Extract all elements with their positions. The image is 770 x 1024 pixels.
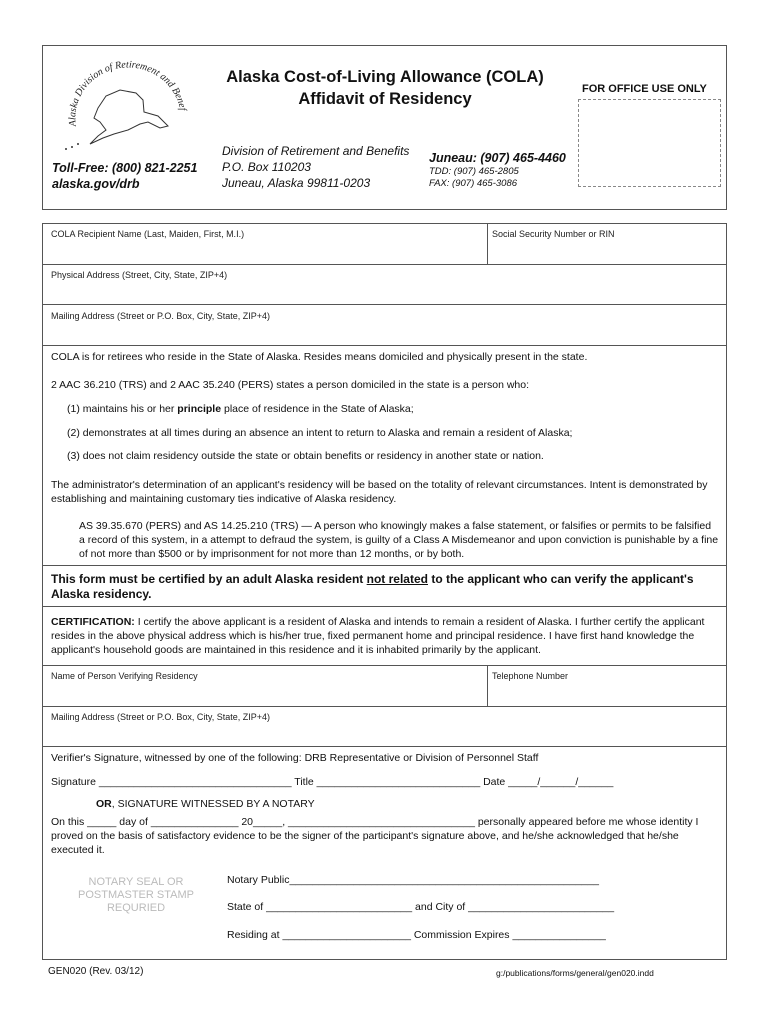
criteria-item-1-a: (1) maintains his or her	[67, 403, 178, 415]
city-zip: Juneau, Alaska 99811-0203	[222, 176, 371, 190]
telephone-label: Telephone Number	[492, 671, 569, 681]
certification-label: CERTIFICATION:	[51, 616, 135, 628]
determination-text: The administrator's determination of an applicant's residency will be based on the totality of relevant circumstances. Intent is demonstrated by establishing and maintaining customary ties indicative of Alaska residency.	[51, 479, 708, 505]
division-name: Division of Retirement and Benefits	[222, 144, 410, 158]
domicile-definition: 2 AAC 36.210 (TRS) and 2 AAC 35.240 (PERS) states a person domiciled in the state is a person who:	[51, 379, 530, 391]
website-link[interactable]: alaska.gov/drb	[52, 177, 140, 191]
cert-head-c: to the applicant who can verify the applicant's Alaska residency.	[51, 572, 694, 601]
criteria-item-3: (3) does not claim residency outside the state or obtain benefits or residency in another state or nation.	[67, 450, 544, 462]
criteria-item-1	[67, 402, 414, 416]
verifier-mailing-label: Mailing Address (Street or P.O. Box, City, State, ZIP+4)	[51, 712, 271, 722]
signature-title-date-line[interactable]: Signature _________________________________ Title ____________________________ Date _____/______/______	[51, 776, 614, 788]
or-label: OR	[96, 798, 112, 810]
residing-commission-line[interactable]: Residing at ______________________ Commission Expires ________________	[227, 929, 606, 941]
tdd-fax-block	[429, 166, 519, 190]
notary-option-text: , SIGNATURE WITNESSED BY A NOTARY	[111, 798, 315, 810]
alaska-drb-logo	[48, 48, 198, 158]
verifier-name-label: Name of Person Verifying Residency	[51, 671, 198, 681]
contact-block	[52, 160, 197, 192]
certification-requirement	[51, 572, 719, 602]
field-divider	[487, 223, 488, 265]
notary-statement[interactable]: On this _____ day of _______________ 20_____, ________________________________ personally appeared before me whose identity I proved on the basis of satisfactory evidence to be the signer of the participant's signature above, and he/she acknowledged that he/she executed it.	[51, 816, 699, 856]
cert-head-underlined: not related	[366, 572, 428, 586]
criteria-item-1-c: place of residence in the State of Alaska;	[221, 403, 414, 415]
form-title-line2: Affidavit of Residency	[298, 90, 472, 108]
recipient-name-label: COLA Recipient Name (Last, Maiden, First, M.I.)	[51, 229, 245, 239]
form-id: GEN020 (Rev. 03/12)	[48, 966, 144, 977]
mailing-address-label: Mailing Address (Street or P.O. Box, City, State, ZIP+4)	[51, 311, 271, 321]
physical-address-label: Physical Address (Street, City, State, ZIP+4)	[51, 270, 228, 280]
criteria-item-2: (2) demonstrates at all times during an absence an intent to return to Alaska and remain a resident of Alaska;	[67, 427, 573, 439]
form-title-line1: Alaska Cost-of-Living Allowance (COLA)	[226, 68, 544, 86]
field-divider	[487, 665, 488, 707]
cert-head-a: This form must be certified by an adult Alaska resident	[51, 572, 367, 586]
division-address	[222, 143, 409, 191]
tdd-number: TDD: (907) 465-2805	[429, 166, 519, 177]
notary-option	[96, 797, 315, 811]
penalty-statute-text: AS 39.35.670 (PERS) and AS 14.25.210 (TRS) — A person who knowingly makes a false statement, or falsifies or permits to be falsified a record of this system, in a attempt to defraud the system, is guilty of a Class A Misdemeanor and upon conviction is punishable by a fine of not more than $500 or by imprisonment for not more than 12 months, or by both.	[79, 520, 719, 560]
state-city-line[interactable]: State of _________________________ and City of _________________________	[227, 901, 615, 913]
cola-info-text: COLA is for retirees who reside in the State of Alaska. Resides means domiciled and physically present in the state.	[51, 351, 588, 363]
office-use-box	[578, 99, 721, 187]
verifier-signature-instruction: Verifier's Signature, witnessed by one of the following: DRB Representative or Division of Personnel Staff	[51, 752, 539, 764]
notary-seal-placeholder: NOTARY SEAL OR POSTMASTER STAMP REQURIED	[78, 876, 194, 914]
notary-public-line[interactable]: Notary Public_____________________________________________________	[227, 874, 599, 886]
form-title	[200, 66, 570, 110]
po-box: P.O. Box 110203	[222, 160, 311, 174]
office-use-label: FOR OFFICE USE ONLY	[582, 83, 707, 95]
logo-arc-text: Alaska Division of Retirement and Benef	[67, 59, 189, 127]
certification-statement: I certify the above applicant is a resident of Alaska and intends to remain a resident of Alaska. I further certify the applicant resides in the above physical address which is his/her true, fixed permanent home and principal residence. I have first hand knowledge the applicant's household goods are maintained in this residence and it is inhabited primarily by the applicant.	[51, 616, 705, 656]
juneau-phone: Juneau: (907) 465-4460	[429, 151, 566, 165]
criteria-item-1-bold: principle	[177, 403, 222, 415]
fax-number: FAX: (907) 465-3086	[429, 178, 518, 189]
ssn-label: Social Security Number or RIN	[492, 229, 615, 239]
file-path: g:/publications/forms/general/gen020.indd	[496, 968, 654, 978]
toll-free-phone: Toll-Free: (800) 821-2251	[52, 161, 198, 175]
certification-text	[51, 615, 721, 657]
